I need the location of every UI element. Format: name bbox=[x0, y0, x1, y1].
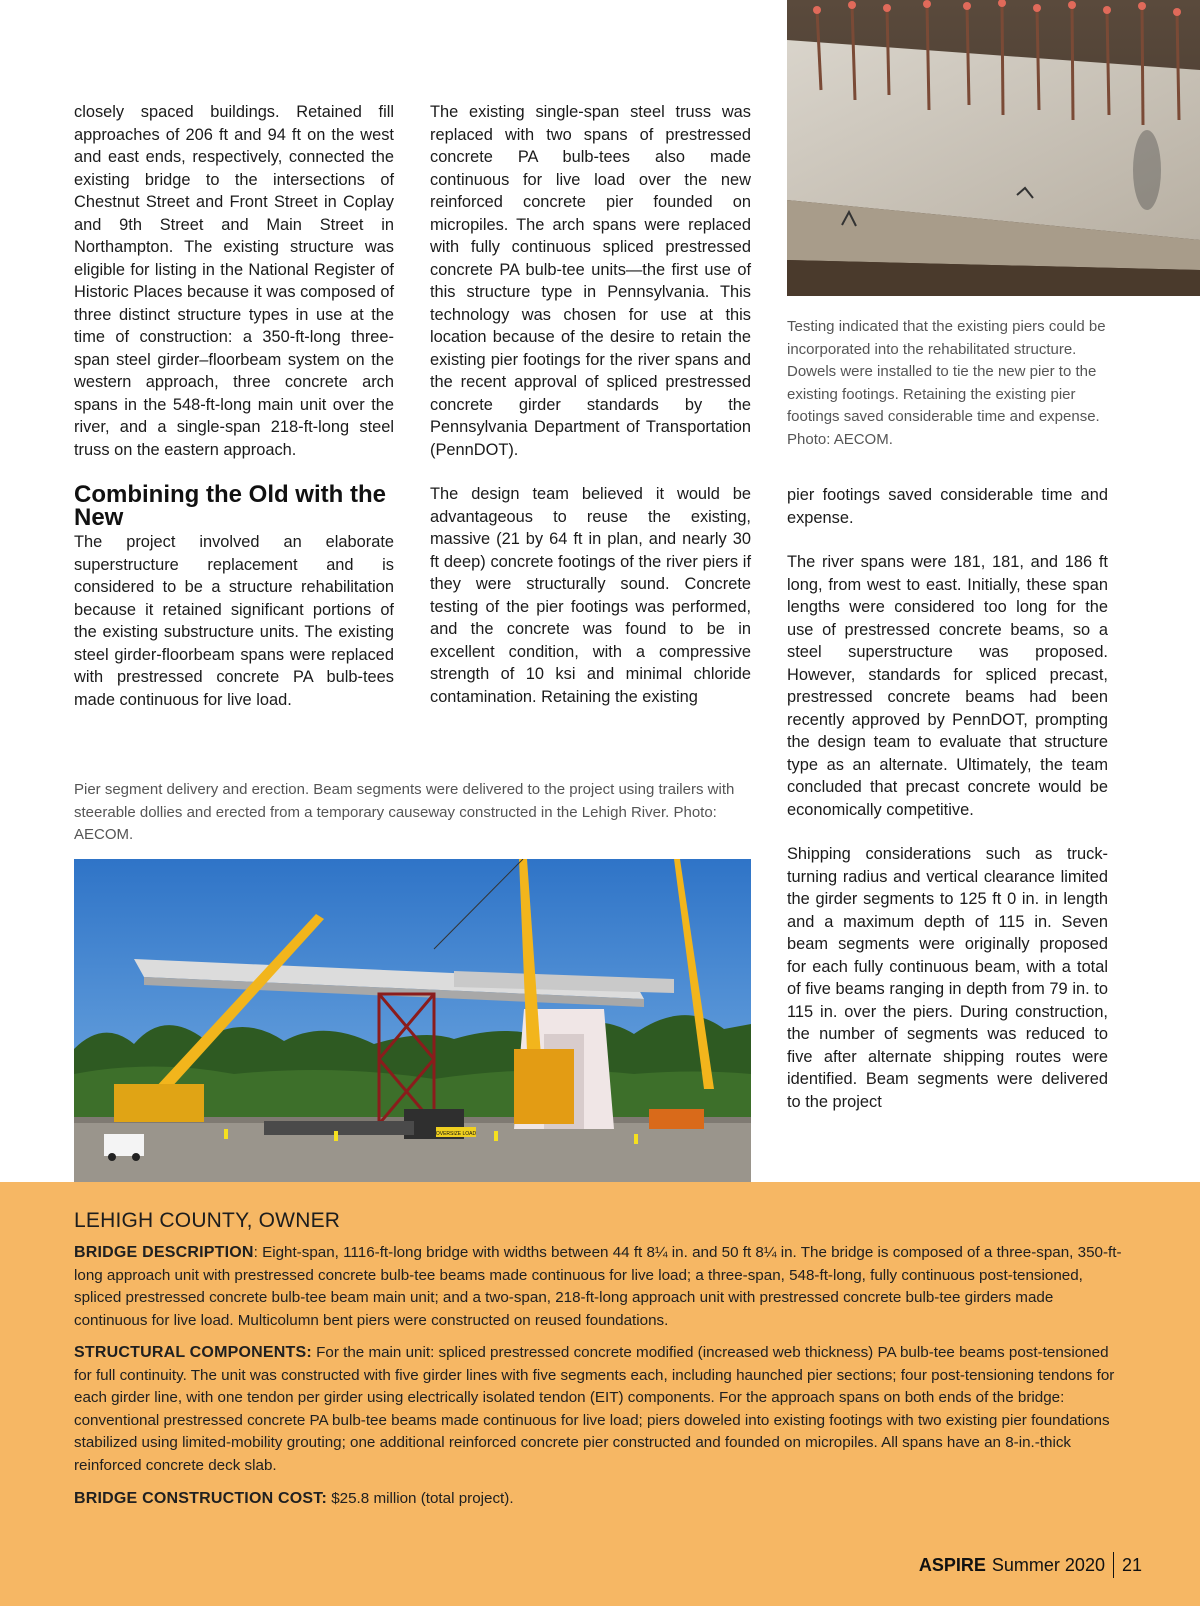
construction-cost-text: $25.8 million (total project). bbox=[327, 1490, 514, 1507]
bridge-description bbox=[74, 1242, 1124, 1332]
truck-oversize-sign: OVERSIZE LOAD bbox=[435, 1131, 477, 1137]
text-column-3 bbox=[787, 484, 1108, 1135]
text-column-2 bbox=[430, 101, 751, 730]
footing-dowels-photo bbox=[787, 0, 1200, 296]
column1-paragraph-1: closely spaced buildings. Retained fill approaches of 206 ft and 94 ft on the west and east ends, respectively, connected the existing bridge to the intersections of Chestnut Street and Front Street in Coplay and 9th Street and Main Street in Northampton. The existing structure was eligible for listing in the National Register of Historic Places because it was composed of three distinct structure types in use at the time of construction: a 350-ft-long three-span steel girder–floorbeam system on the western approach, three concrete arch spans in the 548-ft-long main unit over the river, and a single-span 218-ft-long steel truss on the eastern approach. bbox=[74, 103, 394, 459]
page-number: 21 bbox=[1121, 1554, 1142, 1575]
footing-photo-caption: Testing indicated that the existing piers could be incorporated into the rehabilitated structure. Dowels were installed to tie the new pier to the existing footings. Retaining the existing pier footings saved considerable time and expense. Photo: AECOM. bbox=[787, 318, 1106, 448]
column3-paragraph-1: pier footings saved considerable time and expense. bbox=[787, 486, 1108, 527]
bridge-description-label: BRIDGE DESCRIPTION bbox=[74, 1244, 254, 1261]
column3-paragraph-3: Shipping considerations such as truck-turning radius and vertical clearance limited the girder segments to 125 ft 0 in. in length and a maximum depth of 115 in. Seven beam segments were originally proposed for each fully continuous beam, with a total of five beams ranging in depth from 79 in. to 115 in. over the piers. During construction, the number of segments was reduced to five after alternate shipping routes were identified. Beam segments were delivered to the project bbox=[787, 845, 1108, 1111]
magazine-issue: Summer 2020 bbox=[991, 1554, 1105, 1575]
bridge-description-text: : Eight-span, 1116-ft-long bridge with widths between 44 ft 8¼ in. and 50 ft 8¼ in. The bridge is composed of a three-span, 350-ft-long approach unit with prestressed concrete bulb-tee beams made continuous for live load; a three-span, 548-ft-long, fully continuous post-tensioned, spliced prestressed concrete bulb-tee beam main unit; and a two-span, 218-ft-long approach unit with prestressed concrete bulb-tee girders made continuous for live load. Multicolumn bent piers were constructed on reused foundations. bbox=[74, 1244, 1122, 1329]
erection-photo-caption: Pier segment delivery and erection. Beam segments were delivered to the project using trailers with steerable dollies and erected from a temporary causeway constructed in the Lehigh River. Photo: AECOM. bbox=[74, 781, 735, 843]
section-heading: Combining the Old with the New bbox=[74, 481, 386, 531]
structural-components-label: STRUCTURAL COMPONENTS: bbox=[74, 1344, 312, 1361]
column1-paragraph-2: The project involved an elaborate superstructure replacement and is considered to be a structure rehabilitation because it retained significant portions of the existing substructure units. The existing steel girder-floorbeam spans were replaced with prestressed concrete PA bulb-tees made continuous for live load. bbox=[74, 533, 394, 709]
beam-erection-photo bbox=[74, 859, 751, 1182]
page-footer bbox=[919, 1552, 1142, 1578]
construction-cost bbox=[74, 1488, 1124, 1511]
column2-paragraph-1: The existing single-span steel truss was replaced with two spans of prestressed concrete PA bulb-tees also made continuous for live load over the new reinforced concrete pier founded on micropiles. The arch spans were replaced with fully continuous spliced prestressed concrete PA bulb-tee units—the first use of this structure type in Pennsylvania. This technology was chosen for use at this location because of the desire to retain the existing pier footings for the river spans and the recent approval of spliced prestressed concrete girder standards by the Pennsylvania Department of Transportation (PennDOT). bbox=[430, 103, 751, 459]
structural-components-text: For the main unit: spliced prestressed concrete modified (increased web thickness) PA bulb-tee beams post-tensioned for full continuity. The unit was constructed with five girder lines with five segments each, including haunched pier sections; four post-tensioning tendons for each girder line, with one tendon per girder using electrically isolated tendon (EIT) components. For the approach spans on both ends of the bridge: conventional prestressed concrete PA bulb-tee beams made continuous for live load; piers doweled into existing footings with two existing pier foundations stabilized using limited-mobility grouting; one additional reinforced concrete pier constructed and founded on micropiles. All spans have an 8-in.-thick reinforced concrete deck slab. bbox=[74, 1344, 1115, 1474]
project-info-box bbox=[0, 1182, 1200, 1606]
magazine-brand: ASPIRE bbox=[918, 1554, 986, 1575]
construction-cost-label: BRIDGE CONSTRUCTION COST: bbox=[74, 1490, 327, 1507]
structural-components bbox=[74, 1342, 1124, 1477]
text-column-1 bbox=[74, 101, 394, 733]
column3-paragraph-2: The river spans were 181, 181, and 186 ft long, from west to east. Initially, these span lengths were considered too long for the use of prestressed concrete beams, so a steel superstructure was proposed. However, standards for spliced precast, prestressed concrete beams had been recently approved by PennDOT, prompting the design team to evaluate that structure type as an alternate. Ultimately, the team concluded that precast concrete would be economically competitive. bbox=[787, 553, 1108, 819]
footer-divider bbox=[1113, 1552, 1114, 1578]
owner-heading: LEHIGH COUNTY, OWNER bbox=[74, 1209, 341, 1232]
column2-paragraph-2: The design team believed it would be advantageous to reuse the existing, massive (21 by 64 ft in plan, and nearly 30 ft deep) concrete footings of the river piers if they were structurally sound. Concrete testing of the pier footings was performed, and the concrete was found to be in excellent condition, with a compressive strength of 10 ksi and minimal chloride contamination. Retaining the existing bbox=[430, 485, 751, 706]
